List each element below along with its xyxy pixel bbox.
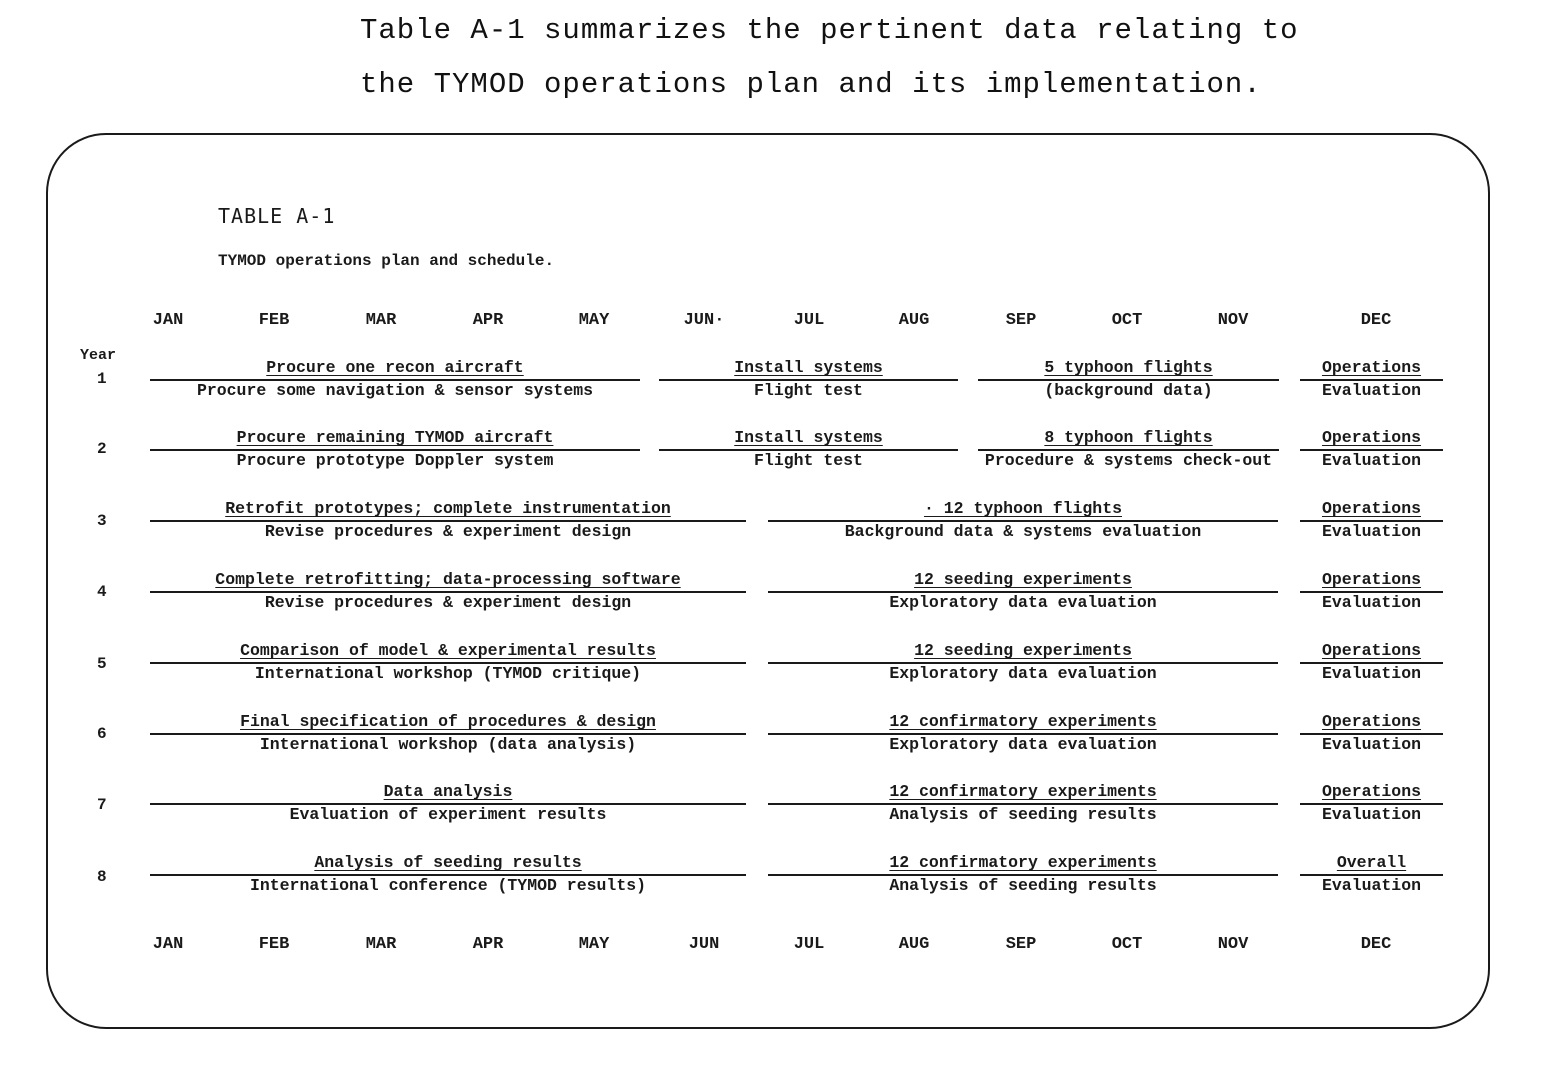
month-top-0: JAN	[152, 311, 184, 330]
schedule-segment-dec	[1300, 641, 1443, 687]
segment-activity-top: Retrofit prototypes; complete instrumentation	[225, 499, 671, 518]
schedule-segment	[978, 358, 1279, 404]
segment-activity-top: Install systems	[734, 428, 883, 447]
month-bottom-11: DEC	[1360, 935, 1392, 954]
schedule-segment-dec	[1300, 428, 1443, 474]
segment-activity-top: Operations	[1321, 428, 1422, 447]
schedule-segment	[768, 853, 1278, 899]
segment-activity-bottom: International workshop (TYMOD critique)	[254, 664, 642, 683]
year-column-label: Year	[80, 347, 117, 364]
segment-activity-top: Operations	[1321, 712, 1422, 731]
month-top-5: JUN·	[683, 311, 725, 330]
segment-activity-bottom: Flight test	[754, 381, 863, 400]
year-number: 7	[97, 796, 107, 814]
segment-activity-bottom: Evaluation	[1321, 876, 1422, 895]
intro-line-1: Table A-1 summarizes the pertinent data relating to	[360, 14, 1299, 47]
segment-activity-bottom: Background data & systems evaluation	[844, 522, 1202, 541]
month-top-1: FEB	[258, 311, 290, 330]
year-number: 1	[97, 370, 107, 388]
month-top-4: MAY	[578, 311, 610, 330]
segment-activity-top: Operations	[1321, 358, 1422, 377]
month-bottom-9: OCT	[1111, 935, 1143, 954]
month-top-7: AUG	[898, 311, 930, 330]
segment-activity-bottom: Evaluation	[1321, 522, 1422, 541]
schedule-segment	[768, 499, 1278, 545]
schedule-segment	[768, 712, 1278, 758]
segment-activity-bottom: Procure some navigation & sensor systems	[196, 381, 594, 400]
segment-activity-bottom: (background data)	[1044, 381, 1213, 400]
segment-activity-bottom: Procure prototype Doppler system	[236, 451, 554, 470]
month-bottom-3: APR	[472, 935, 504, 954]
month-bottom-1: FEB	[258, 935, 290, 954]
segment-activity-bottom: Flight test	[754, 451, 863, 470]
schedule-segment	[768, 641, 1278, 687]
schedule-segment	[768, 570, 1278, 616]
table-caption: TYMOD operations plan and schedule.	[218, 252, 555, 270]
segment-activity-top: Operations	[1321, 641, 1422, 660]
segment-activity-top: Overall	[1336, 853, 1407, 872]
schedule-segment	[150, 570, 746, 616]
segment-activity-bottom: Revise procedures & experiment design	[264, 593, 632, 612]
year-number: 6	[97, 725, 107, 743]
schedule-segment-dec	[1300, 570, 1443, 616]
month-top-8: SEP	[1005, 311, 1037, 330]
segment-activity-bottom: Evaluation	[1321, 451, 1422, 470]
segment-activity-top: Install systems	[734, 358, 883, 377]
schedule-segment	[150, 853, 746, 899]
schedule-segment	[150, 428, 640, 474]
segment-activity-top: 12 confirmatory experiments	[889, 712, 1157, 731]
month-top-10: NOV	[1217, 311, 1249, 330]
year-number: 3	[97, 512, 107, 530]
segment-activity-bottom: Exploratory data evaluation	[889, 593, 1157, 612]
schedule-segment-dec	[1300, 853, 1443, 899]
segment-activity-bottom: Procedure & systems check-out	[984, 451, 1273, 470]
month-bottom-4: MAY	[578, 935, 610, 954]
month-bottom-0: JAN	[152, 935, 184, 954]
segment-activity-top: 12 seeding experiments	[914, 570, 1132, 589]
schedule-segment	[150, 712, 746, 758]
segment-activity-bottom: Evaluation	[1321, 735, 1422, 754]
schedule-segment	[659, 358, 958, 404]
schedule-segment	[150, 782, 746, 828]
year-number: 8	[97, 868, 107, 886]
segment-activity-top: Final specification of procedures & design	[240, 712, 656, 731]
segment-activity-top: 12 confirmatory experiments	[889, 853, 1157, 872]
segment-activity-top: Procure one recon aircraft	[266, 358, 524, 377]
segment-activity-top: Operations	[1321, 782, 1422, 801]
segment-activity-bottom: Revise procedures & experiment design	[264, 522, 632, 541]
segment-activity-top: · 12 typhoon flights	[923, 499, 1123, 518]
segment-activity-bottom: Evaluation	[1321, 593, 1422, 612]
segment-activity-top: Complete retrofitting; data-processing software	[215, 570, 681, 589]
schedule-segment-dec	[1300, 358, 1443, 404]
segment-activity-top: Analysis of seeding results	[314, 853, 582, 872]
month-bottom-8: SEP	[1005, 935, 1037, 954]
month-bottom-7: AUG	[898, 935, 930, 954]
segment-activity-bottom: Evaluation	[1321, 805, 1422, 824]
schedule-segment	[768, 782, 1278, 828]
segment-activity-bottom: Exploratory data evaluation	[889, 735, 1157, 754]
segment-activity-bottom: Evaluation	[1321, 664, 1422, 683]
segment-activity-bottom: International conference (TYMOD results)	[249, 876, 647, 895]
segment-activity-top: Comparison of model & experimental results	[240, 641, 656, 660]
segment-activity-bottom: Evaluation	[1321, 381, 1422, 400]
segment-activity-top: 12 confirmatory experiments	[889, 782, 1157, 801]
segment-activity-top: 5 typhoon flights	[1044, 358, 1213, 377]
segment-activity-top: Operations	[1321, 499, 1422, 518]
segment-activity-top: Procure remaining TYMOD aircraft	[236, 428, 554, 447]
intro-line-2: the TYMOD operations plan and its implementation.	[360, 68, 1262, 101]
month-top-2: MAR	[365, 311, 397, 330]
month-bottom-10: NOV	[1217, 935, 1249, 954]
segment-activity-bottom: Evaluation of experiment results	[289, 805, 607, 824]
month-bottom-2: MAR	[365, 935, 397, 954]
segment-activity-top: 12 seeding experiments	[914, 641, 1132, 660]
schedule-segment	[150, 499, 746, 545]
segment-activity-bottom: International workshop (data analysis)	[259, 735, 637, 754]
schedule-segment	[150, 358, 640, 404]
table-title: TABLE A-1	[218, 204, 336, 228]
schedule-segment	[150, 641, 746, 687]
segment-activity-bottom: Analysis of seeding results	[889, 876, 1157, 895]
schedule-segment-dec	[1300, 712, 1443, 758]
month-top-6: JUL	[793, 311, 825, 330]
schedule-segment-dec	[1300, 499, 1443, 545]
segment-activity-bottom: Analysis of seeding results	[889, 805, 1157, 824]
segment-activity-bottom: Exploratory data evaluation	[889, 664, 1157, 683]
month-top-11: DEC	[1360, 311, 1392, 330]
segment-activity-top: Data analysis	[383, 782, 513, 801]
schedule-segment	[978, 428, 1279, 474]
year-number: 2	[97, 440, 107, 458]
segment-activity-top: Operations	[1321, 570, 1422, 589]
year-number: 5	[97, 655, 107, 673]
schedule-segment	[659, 428, 958, 474]
month-top-9: OCT	[1111, 311, 1143, 330]
year-number: 4	[97, 583, 107, 601]
month-bottom-5: JUN	[688, 935, 720, 954]
segment-activity-top: 8 typhoon flights	[1044, 428, 1213, 447]
schedule-segment-dec	[1300, 782, 1443, 828]
month-bottom-6: JUL	[793, 935, 825, 954]
month-top-3: APR	[472, 311, 504, 330]
